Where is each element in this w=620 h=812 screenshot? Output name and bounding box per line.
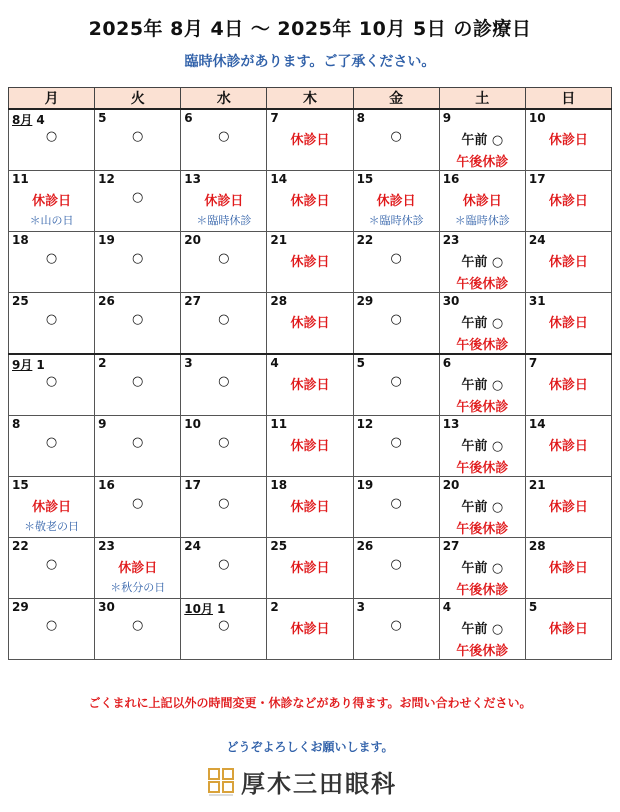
afternoon-closed-status: 午後休診 [456, 277, 509, 292]
day-number [12, 600, 29, 614]
day-value: 8 [356, 111, 365, 125]
day-value: 11 [12, 172, 29, 186]
day-value: 28 [270, 294, 288, 308]
weekday-tue: 火 [95, 88, 181, 110]
day-value: 9 [98, 417, 107, 431]
calendar-day-cell [353, 477, 439, 538]
day-number [357, 539, 374, 553]
day-value: 5 [356, 356, 365, 370]
calendar-day-cell [267, 293, 353, 355]
calendar-day-cell [267, 599, 353, 660]
calendar-day-cell [181, 293, 267, 355]
calendar-day-cell [439, 354, 525, 416]
day-value: 26 [356, 539, 374, 553]
calendar-day-cell [439, 171, 525, 232]
day-number [98, 417, 106, 431]
holiday-note: ＊臨時休診 [196, 214, 252, 227]
day-value: 10 [184, 417, 201, 431]
page-subtitle: 臨時休診があります。ご了承ください。 [184, 54, 436, 70]
closed-status: 休診日 [548, 561, 588, 576]
day-number [443, 172, 460, 186]
open-status: ○ [132, 496, 144, 511]
day-value: 9 [442, 111, 452, 125]
closed-status: 休診日 [548, 378, 588, 393]
calendar-day-cell [95, 538, 181, 599]
footer-regards: どうぞよろしくお願いします。 [226, 740, 394, 754]
month-label: 9月 [12, 358, 33, 372]
day-value: 11 [270, 417, 288, 431]
closed-status: 休診日 [118, 561, 158, 576]
day-value: 13 [442, 417, 460, 431]
calendar-day-cell [181, 599, 267, 660]
clinic-name: 厚木三田眼科 [241, 769, 397, 798]
day-number [529, 294, 546, 308]
day-value: 29 [356, 294, 374, 308]
day-number [98, 172, 115, 186]
closed-status: 休診日 [290, 439, 330, 454]
closed-status: 休診日 [548, 133, 588, 148]
day-value: 19 [356, 478, 374, 492]
calendar-day-cell [181, 354, 267, 416]
calendar-day-cell [9, 293, 95, 355]
calendar-day-cell [95, 293, 181, 355]
calendar-day-cell [439, 293, 525, 355]
clinic-logo [207, 764, 397, 799]
open-status: 午前 ○ [461, 133, 504, 148]
day-value: 23 [442, 233, 460, 247]
calendar-day-cell [267, 171, 353, 232]
open-status: ○ [132, 251, 144, 266]
open-status: 午前 ○ [461, 622, 504, 637]
calendar-day-cell [267, 232, 353, 293]
day-value: 2 [270, 600, 279, 614]
day-value: 25 [12, 294, 29, 308]
day-value: 12 [356, 417, 374, 431]
day-number [270, 172, 287, 186]
day-number [443, 111, 451, 125]
open-status: ○ [218, 496, 230, 511]
day-value: 7 [528, 356, 538, 370]
day-number [98, 539, 115, 553]
open-status: ○ [218, 312, 230, 327]
calendar-day-cell [353, 354, 439, 416]
day-value: 1 [216, 602, 226, 616]
calendar-day-cell [353, 232, 439, 293]
calendar-week-row [9, 354, 612, 416]
day-value: 20 [442, 478, 460, 492]
calendar-day-cell [181, 232, 267, 293]
day-value: 18 [12, 233, 29, 247]
page-title: 2025年 8月 4日 ～ 2025年 10月 5日 の診療日 [88, 18, 532, 40]
closed-status: 休診日 [290, 622, 330, 637]
afternoon-closed-status: 午後休診 [456, 338, 509, 353]
calendar-day-cell [9, 109, 95, 171]
day-number [270, 539, 287, 553]
open-status: ○ [218, 557, 230, 572]
calendar-day-cell [9, 538, 95, 599]
calendar-day-cell [525, 354, 611, 416]
calendar-week-row [9, 416, 612, 477]
closed-status: 休診日 [290, 561, 330, 576]
open-status: 午前 ○ [461, 255, 504, 270]
calendar-day-cell [9, 232, 95, 293]
calendar-day-cell [525, 416, 611, 477]
day-value: 5 [98, 111, 107, 125]
day-number [443, 417, 460, 431]
month-label: 10月 [184, 602, 213, 616]
day-value: 12 [98, 172, 115, 186]
day-number [12, 539, 29, 553]
day-value: 2 [98, 356, 107, 370]
day-value: 6 [184, 111, 193, 125]
calendar-day-cell [525, 599, 611, 660]
day-number [270, 600, 278, 614]
calendar-week-row [9, 599, 612, 660]
calendar-day-cell [525, 477, 611, 538]
day-value: 22 [12, 539, 29, 553]
day-number [529, 539, 546, 553]
day-value: 4 [270, 356, 279, 370]
weekday-mon: 月 [9, 88, 95, 110]
calendar-day-cell [181, 477, 267, 538]
clinic-logo-icon [207, 767, 235, 797]
day-number [98, 294, 115, 308]
calendar-day-cell [95, 232, 181, 293]
calendar-week-row [9, 477, 612, 538]
calendar-day-cell [181, 416, 267, 477]
closed-status: 休診日 [32, 500, 72, 515]
day-number [270, 111, 278, 125]
closed-status: 休診日 [548, 500, 588, 515]
day-number [529, 233, 546, 247]
day-value: 29 [12, 600, 29, 614]
footer-notice: ごくまれに上記以外の時間変更・休診などがあり得ます。お問い合わせください。 [88, 696, 532, 710]
day-value: 17 [528, 172, 546, 186]
open-status: ○ [45, 374, 58, 389]
open-status: ○ [390, 251, 402, 266]
open-status: 午前 ○ [461, 500, 504, 515]
day-value: 10 [528, 111, 546, 125]
day-number [529, 172, 546, 186]
closed-status: 休診日 [32, 194, 72, 209]
holiday-note: ＊敬老の日 [24, 520, 80, 533]
closed-status: 休診日 [376, 194, 416, 209]
calendar-day-cell [353, 599, 439, 660]
open-status: ○ [218, 618, 230, 633]
open-status: ○ [132, 129, 144, 144]
calendar-day-cell [439, 416, 525, 477]
day-number [357, 294, 374, 308]
day-value: 30 [442, 294, 460, 308]
day-number [12, 356, 45, 373]
calendar-week-row [9, 293, 612, 355]
calendar-week-row [9, 109, 612, 171]
afternoon-closed-status: 午後休診 [456, 461, 509, 476]
open-status: ○ [45, 312, 58, 327]
day-number [12, 111, 45, 128]
day-number [184, 539, 201, 553]
open-status: ○ [390, 435, 402, 450]
calendar-day-cell [181, 171, 267, 232]
day-number [357, 417, 374, 431]
calendar-day-cell [267, 477, 353, 538]
day-value: 25 [270, 539, 288, 553]
day-value: 14 [270, 172, 288, 186]
open-status: ○ [132, 190, 144, 205]
open-status: 午前 ○ [461, 561, 504, 576]
day-number [12, 417, 20, 431]
open-status: 午前 ○ [461, 378, 504, 393]
day-number [98, 600, 115, 614]
day-value: 16 [98, 478, 115, 492]
weekday-sat: 土 [439, 88, 525, 110]
open-status: ○ [45, 557, 58, 572]
day-value: 3 [356, 600, 365, 614]
day-value: 6 [442, 356, 452, 370]
day-value: 15 [12, 478, 29, 492]
day-number [357, 478, 374, 492]
calendar-day-cell [439, 599, 525, 660]
calendar-day-cell [267, 538, 353, 599]
calendar-day-cell [439, 538, 525, 599]
day-number [443, 356, 451, 370]
holiday-note: ＊山の日 [29, 214, 74, 227]
day-number [184, 417, 201, 431]
open-status: ○ [218, 251, 230, 266]
holiday-note: ＊臨時休診 [454, 214, 510, 227]
calendar-day-cell [9, 354, 95, 416]
month-label: 8月 [12, 113, 33, 127]
calendar-day-cell [9, 599, 95, 660]
open-status: ○ [218, 374, 230, 389]
calendar-body [9, 109, 612, 660]
day-value: 13 [184, 172, 201, 186]
open-status: ○ [390, 312, 402, 327]
open-status: ○ [390, 496, 402, 511]
holiday-note: ＊臨時休診 [368, 214, 424, 227]
day-number [270, 417, 287, 431]
weekday-fri: 金 [353, 88, 439, 110]
day-number [12, 294, 29, 308]
day-number [270, 478, 287, 492]
day-number [184, 478, 201, 492]
afternoon-closed-status: 午後休診 [456, 400, 509, 415]
day-value: 24 [528, 233, 546, 247]
day-number [184, 172, 201, 186]
calendar-week-row [9, 171, 612, 232]
calendar-day-cell [95, 109, 181, 171]
holiday-note: ＊秋分の日 [110, 581, 166, 594]
open-status: ○ [218, 435, 230, 450]
calendar-day-cell [525, 232, 611, 293]
afternoon-closed-status: 午後休診 [456, 644, 509, 659]
weekday-header-row [9, 88, 612, 110]
closed-status: 休診日 [548, 439, 588, 454]
day-number [529, 600, 537, 614]
day-value: 27 [184, 294, 201, 308]
day-value: 4 [36, 113, 45, 127]
closed-status: 休診日 [290, 194, 330, 209]
calendar-table [8, 87, 612, 660]
day-number [12, 172, 29, 186]
calendar-day-cell [9, 477, 95, 538]
open-status: ○ [132, 374, 144, 389]
closed-status: 休診日 [548, 622, 588, 637]
closed-status: 休診日 [290, 133, 330, 148]
calendar-day-cell [95, 477, 181, 538]
closed-status: 休診日 [548, 255, 588, 270]
day-value: 8 [12, 417, 21, 431]
day-number [443, 294, 460, 308]
afternoon-closed-status: 午後休診 [456, 155, 509, 170]
open-status: ○ [132, 435, 144, 450]
day-value: 17 [184, 478, 201, 492]
afternoon-closed-status: 午後休診 [456, 522, 509, 537]
day-value: 19 [98, 233, 115, 247]
calendar-week-row [9, 232, 612, 293]
day-number [184, 294, 201, 308]
day-number [98, 478, 115, 492]
calendar-day-cell [525, 293, 611, 355]
closed-status: 休診日 [290, 378, 330, 393]
calendar-day-cell [95, 599, 181, 660]
day-number [529, 356, 537, 370]
day-number [12, 478, 29, 492]
calendar-day-cell [439, 109, 525, 171]
open-status: ○ [45, 618, 58, 633]
day-number [529, 111, 546, 125]
calendar-day-cell [267, 416, 353, 477]
weekday-sun: 日 [525, 88, 611, 110]
day-number [184, 233, 201, 247]
open-status: ○ [45, 251, 58, 266]
day-number [357, 356, 365, 370]
day-number [357, 233, 374, 247]
day-value: 26 [98, 294, 115, 308]
weekday-wed: 水 [181, 88, 267, 110]
closed-status: 休診日 [462, 194, 502, 209]
day-value: 15 [356, 172, 374, 186]
day-value: 1 [36, 358, 45, 372]
day-value: 24 [184, 539, 201, 553]
afternoon-closed-status: 午後休診 [456, 583, 509, 598]
day-value: 27 [442, 539, 460, 553]
calendar-day-cell [181, 109, 267, 171]
day-number [270, 294, 287, 308]
open-status: ○ [132, 312, 144, 327]
closed-status: 休診日 [290, 500, 330, 515]
open-status: ○ [390, 374, 402, 389]
open-status: ○ [390, 557, 402, 572]
day-value: 20 [184, 233, 201, 247]
open-status: 午前 ○ [461, 316, 504, 331]
day-number [98, 233, 115, 247]
day-value: 30 [98, 600, 115, 614]
calendar-day-cell [181, 538, 267, 599]
day-value: 14 [528, 417, 546, 431]
open-status: ○ [132, 618, 144, 633]
open-status: ○ [390, 129, 402, 144]
calendar-day-cell [95, 171, 181, 232]
calendar-day-cell [525, 538, 611, 599]
day-value: 21 [270, 233, 288, 247]
calendar-day-cell [353, 538, 439, 599]
day-number [270, 356, 278, 370]
calendar-day-cell [95, 416, 181, 477]
day-value: 18 [270, 478, 288, 492]
calendar-day-cell [353, 109, 439, 171]
calendar-day-cell [9, 171, 95, 232]
day-number [98, 111, 106, 125]
open-status: ○ [218, 129, 230, 144]
calendar-day-cell [267, 354, 353, 416]
day-value: 31 [528, 294, 546, 308]
day-value: 22 [356, 233, 374, 247]
day-number [443, 478, 460, 492]
day-number [184, 600, 225, 617]
calendar-day-cell [525, 171, 611, 232]
day-value: 4 [442, 600, 452, 614]
day-number [184, 356, 192, 370]
calendar-day-cell [439, 477, 525, 538]
day-number [443, 233, 460, 247]
day-number [443, 539, 460, 553]
day-value: 5 [528, 600, 538, 614]
closed-status: 休診日 [290, 316, 330, 331]
calendar-day-cell [95, 354, 181, 416]
open-status: 午前 ○ [461, 439, 504, 454]
day-value: 23 [98, 539, 115, 553]
day-value: 3 [184, 356, 193, 370]
day-number [184, 111, 192, 125]
day-number [357, 172, 374, 186]
open-status: ○ [45, 435, 58, 450]
day-value: 21 [528, 478, 546, 492]
calendar-day-cell [9, 416, 95, 477]
calendar-day-cell [267, 109, 353, 171]
calendar-day-cell [353, 293, 439, 355]
closed-status: 休診日 [204, 194, 244, 209]
closed-status: 休診日 [548, 316, 588, 331]
open-status: ○ [45, 129, 58, 144]
calendar-week-row [9, 538, 612, 599]
day-number [12, 233, 29, 247]
closed-status: 休診日 [548, 194, 588, 209]
day-number [529, 417, 546, 431]
day-value: 28 [528, 539, 546, 553]
day-number [98, 356, 106, 370]
day-number [270, 233, 287, 247]
day-number [443, 600, 451, 614]
open-status: ○ [390, 618, 402, 633]
calendar-day-cell [525, 109, 611, 171]
day-number [357, 111, 365, 125]
calendar-day-cell [353, 171, 439, 232]
day-number [357, 600, 365, 614]
day-value: 7 [270, 111, 279, 125]
day-number [529, 478, 546, 492]
calendar-day-cell [353, 416, 439, 477]
closed-status: 休診日 [290, 255, 330, 270]
weekday-thu: 木 [267, 88, 353, 110]
day-value: 16 [442, 172, 460, 186]
calendar-day-cell [439, 232, 525, 293]
